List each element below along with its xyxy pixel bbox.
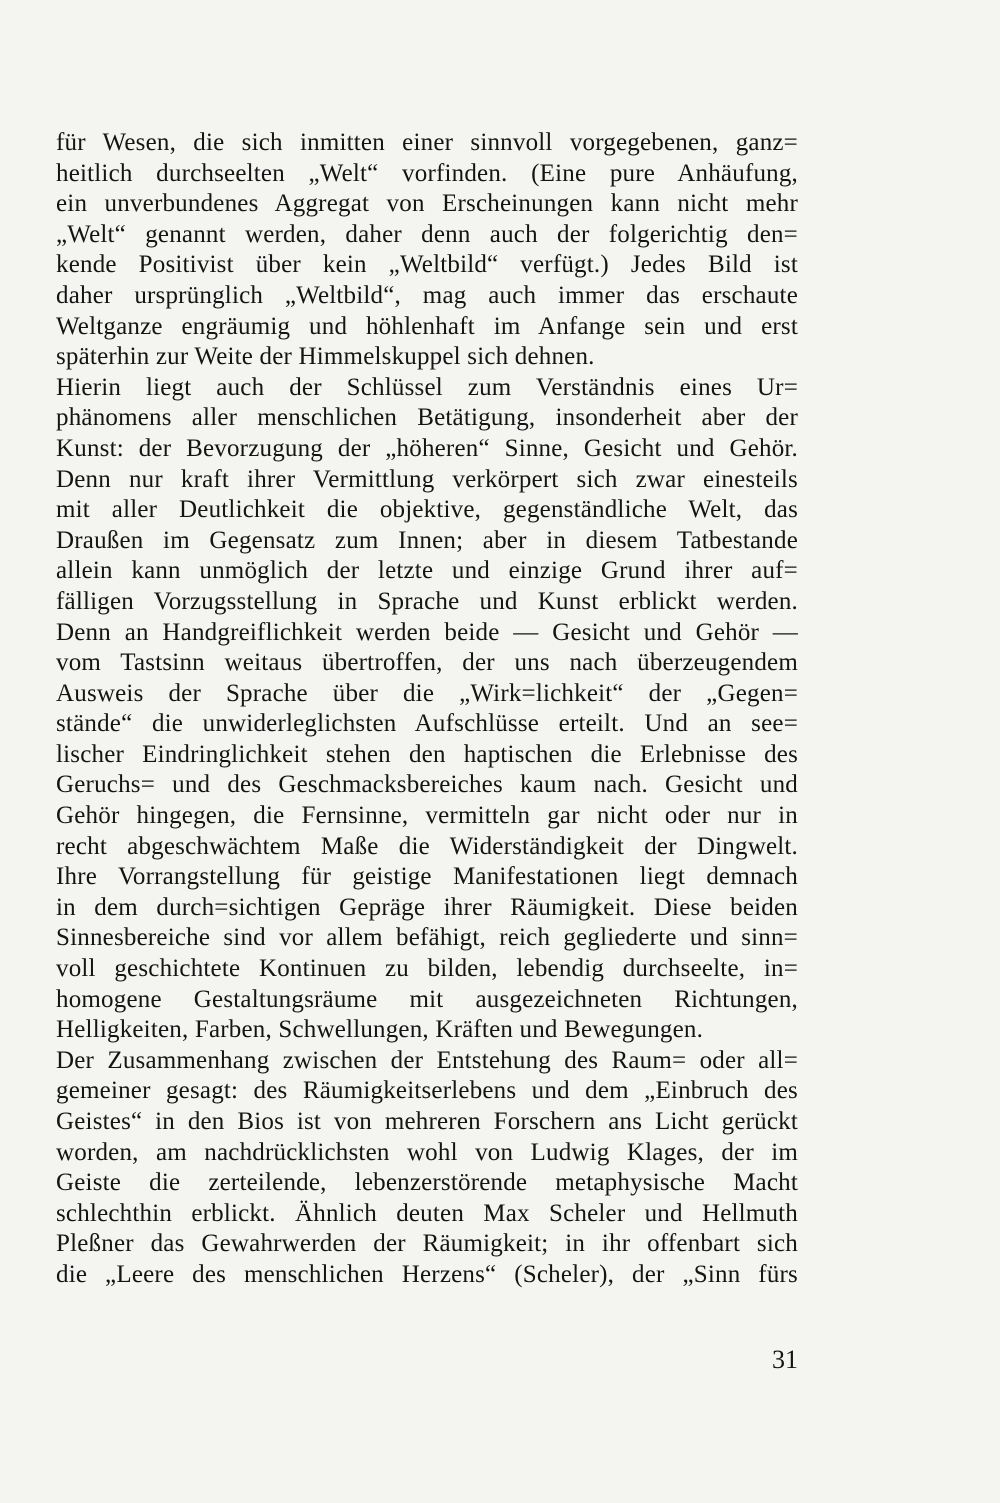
text-line: Geiste die zerteilende, lebenzerstörende metaphysische Macht (56, 1169, 798, 1197)
text-line: in dem durch=sichtigen Gepräge ihrer Räumigkeit. Diese beiden (56, 893, 798, 921)
text-line: Geistes“ in den Bios ist von mehreren Forschern ans Licht gerückt (56, 1108, 798, 1135)
text-line: Sinnesbereiche sind vor allem befähigt, reich gegliederte und sinn= (56, 924, 798, 952)
text-line: Ihre Vorrangstellung für geistige Manifestationen liegt demnach (56, 863, 798, 891)
text-line: fälligen Vorzugsstellung in Sprache und Kunst erblickt werden. (56, 587, 798, 615)
text-line: worden, am nachdrücklichsten wohl von Ludwig Klages, der im (56, 1138, 798, 1166)
text-line: Denn nur kraft ihrer Vermittlung verkörpert sich zwar einesteils (56, 465, 798, 493)
text-line: späterhin zur Weite der Himmelskuppel sich dehnen. (56, 343, 595, 371)
text-line: „Welt“ genannt werden, daher denn auch der folgerichtig den= (56, 220, 798, 248)
text-line: voll geschichtete Kontinuen zu bilden, lebendig durchseelte, in= (56, 955, 798, 983)
text-line: Ausweis der Sprache über die „Wirk=lichkeit“ der „Gegen= (56, 679, 798, 707)
text-line: lischer Eindringlichkeit stehen den haptischen die Erlebnisse des (56, 740, 798, 768)
text-line: Helligkeiten, Farben, Schwellungen, Kräften und Bewegungen. (56, 1016, 704, 1044)
text-line: ein unverbundenes Aggregat von Erscheinungen kann nicht mehr (56, 190, 798, 218)
text-line: recht abgeschwächtem Maße die Widerständigkeit der Dingwelt. (56, 832, 798, 860)
text-line: Denn an Handgreiflichkeit werden beide — Gesicht und Gehör — (56, 618, 798, 646)
text-line: Hierin liegt auch der Schlüssel zum Verständnis eines Ur= (56, 373, 798, 401)
text-line: homogene Gestaltungsräume mit ausgezeichneten Richtungen, (56, 985, 798, 1013)
text-line: Draußen im Gegensatz zum Innen; aber in diesem Tatbestande (56, 526, 798, 554)
text-line: Geruchs= und des Geschmacksbereiches kaum nach. Gesicht und (56, 771, 798, 799)
text-line: Pleßner das Gewahrwerden der Räumigkeit; in ihr offenbart sich (56, 1230, 798, 1258)
text-line: allein kann unmöglich der letzte und einzige Grund ihrer auf= (56, 557, 798, 585)
text-line: Kunst: der Bevorzugung der „höheren“ Sinne, Gesicht und Gehör. (56, 434, 798, 462)
text-line: für Wesen, die sich inmitten einer sinnvoll vorgegebenen, ganz= (56, 129, 798, 156)
body-text (56, 128, 798, 1291)
text-line: schlechthin erblickt. Ähnlich deuten Max Scheler und Hellmuth (56, 1199, 798, 1227)
text-line: gemeiner gesagt: des Räumigkeitserlebens und dem „Einbruch des (56, 1077, 798, 1105)
text-line: Der Zusammenhang zwischen der Entstehung des Raum= oder all= (56, 1046, 798, 1074)
page-number: 31 (772, 1345, 798, 1374)
text-line: Weltganze engräumig und höhlenhaft im Anfange sein und erst (56, 312, 798, 340)
text-line: vom Tastsinn weitaus übertroffen, der uns nach überzeugendem (56, 649, 798, 677)
text-line: Gehör hingegen, die Fernsinne, vermitteln gar nicht oder nur in (56, 802, 798, 830)
text-line: heitlich durchseelten „Welt“ vorfinden. (Eine pure Anhäufung, (56, 159, 798, 187)
text-line: kende Positivist über kein „Weltbild“ verfügt.) Jedes Bild ist (56, 251, 798, 279)
text-line: die „Leere des menschlichen Herzens“ (Scheler), der „Sinn fürs (56, 1260, 798, 1288)
text-line: mit aller Deutlichkeit die objektive, gegenständliche Welt, das (56, 496, 798, 524)
text-line: stände“ die unwiderleglichsten Aufschlüsse erteilt. Und an see= (56, 710, 798, 738)
text-line: phänomens aller menschlichen Betätigung, insonderheit aber der (56, 404, 798, 432)
text-line: daher ursprünglich „Weltbild“, mag auch immer das erschaute (56, 281, 798, 309)
